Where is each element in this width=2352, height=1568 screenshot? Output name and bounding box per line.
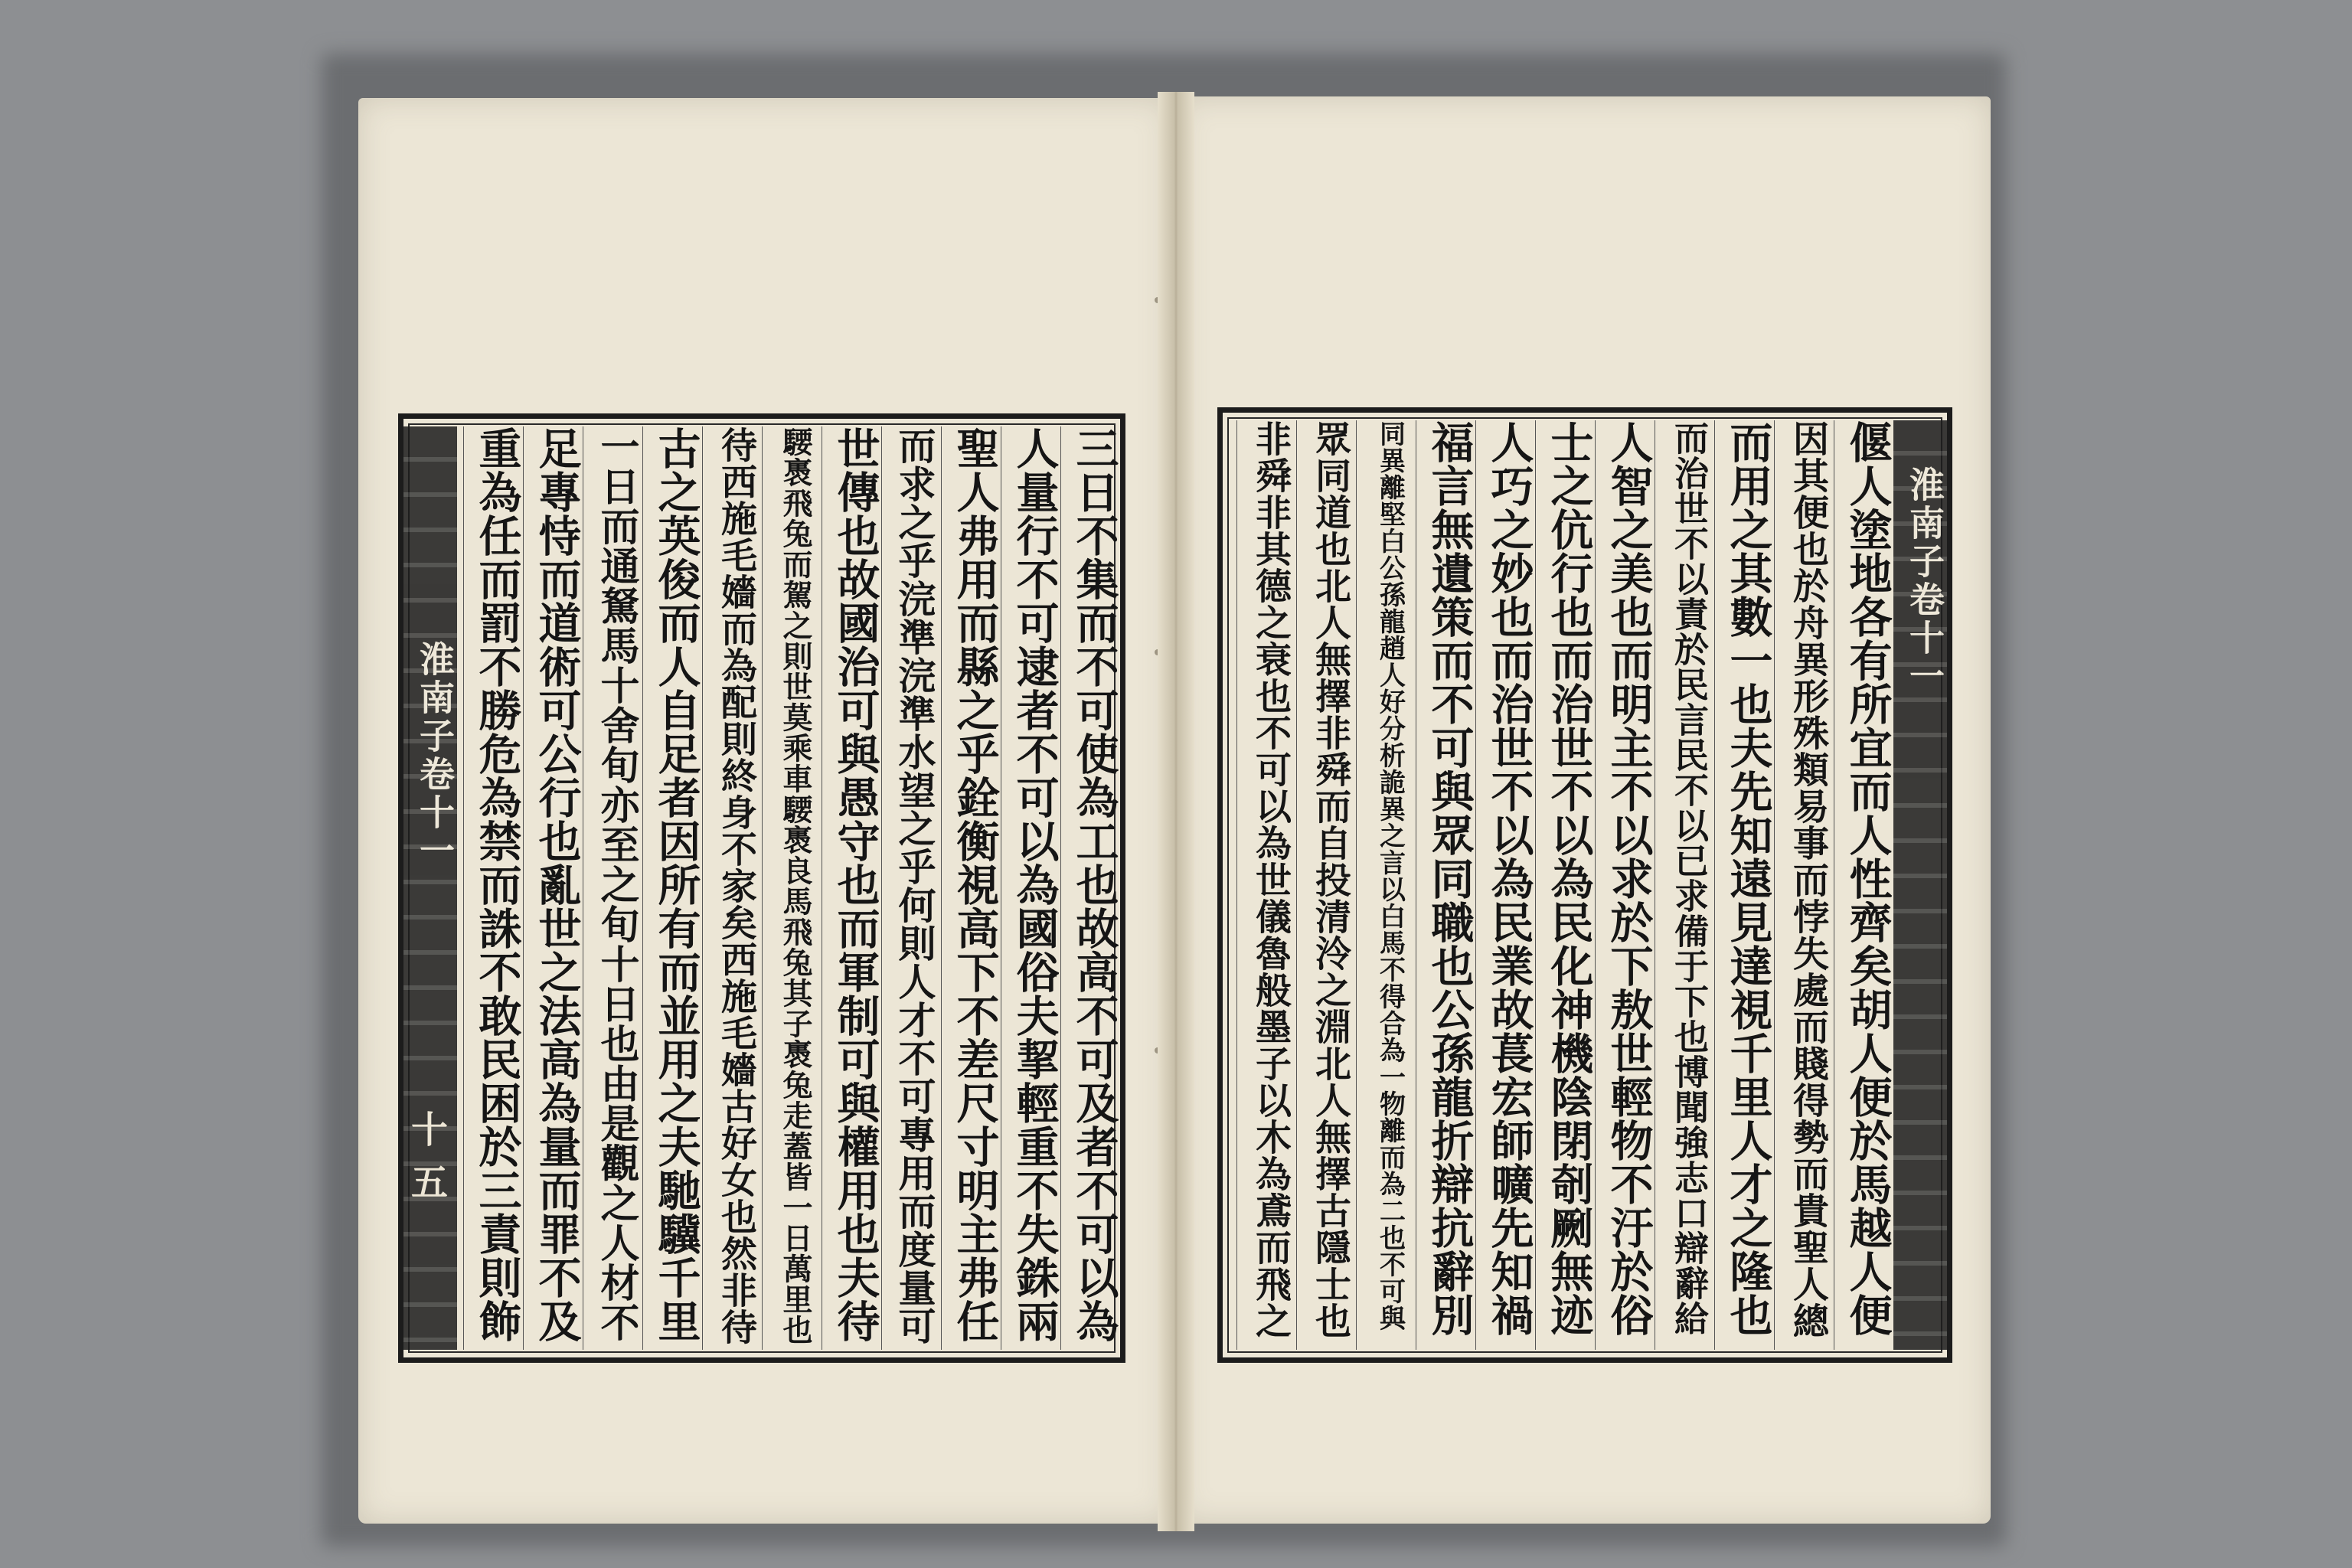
right-text-block <box>1217 407 1952 1363</box>
right-text-column: 同 異 離 堅 白 公 孫 龍 趙 人 好 分 析 詭 異 之 言 以 白 馬 不 得 合 為 一 物 離 而 為 二 也 不 可 與 <box>1356 420 1423 1350</box>
left-margin-title: 淮南子卷十一 <box>414 641 456 871</box>
right-text-column: 而 用 之 其 數 一 也 夫 先 知 遠 見 達 視 千 里 人 才 之 隆 也 <box>1714 420 1781 1350</box>
right-text-column: 人 巧 之 妙 也 而 治 世 不 以 為 民 業 故 萇 宏 師 曠 先 知 禍 <box>1475 420 1542 1350</box>
left-text-column: 而 求 之 乎 浣 準 浣 準 水 望 之 乎 何 則 人 才 不 可 專 用 而 度 量 可 <box>881 426 948 1350</box>
left-text-column: 古 之 英 俊 而 人 自 足 者 因 所 有 而 並 用 之 夫 馳 驥 千 里 <box>642 426 709 1350</box>
left-page-number: 十五 <box>411 1109 449 1204</box>
left-text-column: 聖 人 弗 用 而 縣 之 乎 銓 衡 視 高 下 不 差 尺 寸 明 主 弗 任 <box>941 426 1008 1350</box>
right-text-column: 因 其 便 也 於 舟 異 形 殊 類 易 事 而 悖 失 處 而 賤 得 勢 而 貴 聖 人 總 <box>1774 420 1841 1350</box>
left-text-column: 足 專 恃 而 道 術 可 公 行 也 亂 世 之 法 高 為 量 而 罪 不 及 <box>523 426 590 1350</box>
right-margin-title: 淮南子卷十一 <box>1904 466 1945 696</box>
book-gutter <box>1158 92 1194 1531</box>
right-text-column: 而 治 世 不 以 責 於 民 言 民 不 以 已 求 備 于 下 也 博 聞 強 志 口 辯 辭 給 <box>1655 420 1721 1350</box>
left-text-column: 世 傳 也 故 國 治 可 與 愚 守 也 而 軍 制 可 與 權 用 也 夫 待 <box>822 426 888 1350</box>
left-text-column: 一 日 而 通 駑 馬 十 舍 旬 亦 至 之 旬 十 日 也 由 是 觀 之 人 材 不 <box>583 426 649 1350</box>
left-text-column: 三 日 不 集 而 不 可 使 為 工 也 故 高 不 可 及 者 不 可 以 為 <box>1060 426 1127 1350</box>
left-text-column: 人 量 行 不 可 逮 者 不 可 以 為 國 俗 夫 挈 輕 重 不 失 銖 兩 <box>1001 426 1067 1350</box>
left-fore-edge-margin <box>403 426 457 1350</box>
right-text-column: 福 言 無 遺 策 而 不 可 與 眾 同 職 也 公 孫 龍 折 辯 抗 辭 別 <box>1416 420 1482 1350</box>
left-text-block <box>398 413 1125 1363</box>
left-text-column: 待 西 施 毛 嬙 而 為 配 則 終 身 不 家 矣 西 施 毛 嬙 古 好 女 也 然 非 待 <box>702 426 769 1350</box>
right-fore-edge-margin <box>1893 420 1947 1350</box>
right-text-column: 士 之 伉 行 也 而 治 世 不 以 為 民 化 神 機 陰 閉 剞 劂 無 迹 <box>1535 420 1602 1350</box>
right-text-column: 偃 人 塗 地 各 有 所 宜 而 人 性 齊 矣 胡 人 便 於 馬 越 人 便 <box>1834 420 1900 1350</box>
left-text-column: 騕 褭 飛 兔 而 駕 之 則 世 莫 乘 車 騕 褭 良 馬 飛 兔 其 子 褭 兔 走 蓋 皆 一 日 萬 里 也 <box>762 426 828 1350</box>
right-text-column: 非 舜 非 其 德 之 衰 也 不 可 以 為 世 儀 魯 般 墨 子 以 木 為 鳶 而 飛 之 <box>1236 420 1303 1350</box>
right-text-column: 眾 同 道 也 北 人 無 擇 非 舜 而 自 投 清 泠 之 淵 北 人 無 擇 古 隱 士 也 <box>1296 420 1363 1350</box>
left-text-column: 重 為 任 而 罰 不 勝 危 為 禁 而 誅 不 敢 民 困 於 三 責 則 飾 <box>463 426 530 1350</box>
right-text-column: 人 智 之 美 也 而 明 主 不 以 求 於 下 敖 世 輕 物 不 汙 於 俗 <box>1595 420 1661 1350</box>
